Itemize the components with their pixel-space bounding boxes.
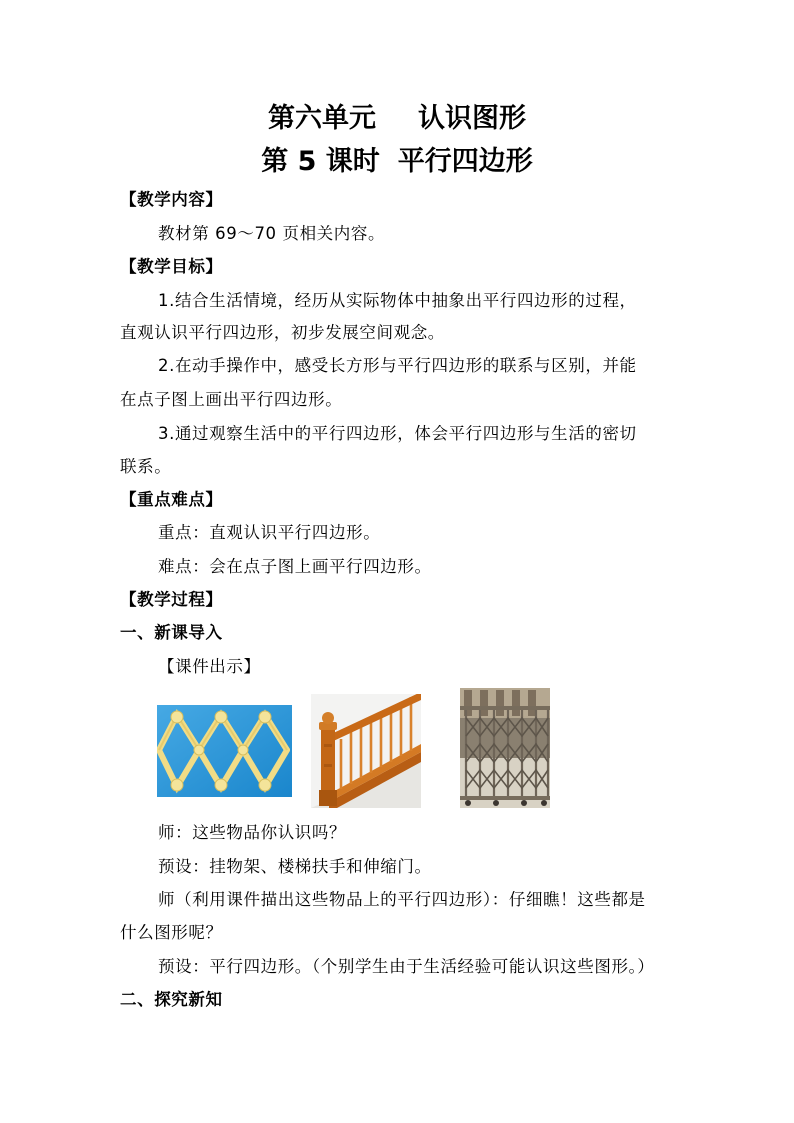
lesson-number: 第 5 课时 — [261, 146, 380, 177]
hanging-rack-image — [157, 705, 292, 797]
goal-3-line-2: 联系。 — [120, 457, 172, 476]
unit-number: 第六单元 — [268, 103, 376, 134]
hanging-rack-icon — [157, 705, 292, 797]
unit-title — [0, 102, 794, 136]
key-point: 重点：直观认识平行四边形。 — [158, 523, 381, 542]
goal-2-line-1: 2.在动手操作中，感受长方形与平行四边形的联系与区别，并能 — [158, 356, 637, 375]
process-heading: 【教学过程】 — [120, 590, 223, 609]
teacher-question-2-line-2: 什么图形呢？ — [120, 923, 223, 942]
goal-1-line-1: 1.结合生活情境，经历从实际物体中抽象出平行四边形的过程， — [158, 291, 637, 310]
stair-handrail-icon — [311, 694, 421, 808]
lesson-name: 平行四边形 — [397, 146, 533, 177]
goal-2-line-2: 在点子图上画出平行四边形。 — [120, 390, 343, 409]
retractable-gate-image — [460, 688, 550, 808]
content-text: 教材第 69～70 页相关内容。 — [158, 224, 386, 243]
courseware-label: 【课件出示】 — [158, 657, 261, 676]
goal-3-line-1: 3.通过观察生活中的平行四边形，体会平行四边形与生活的密切 — [158, 424, 637, 443]
teacher-question-2-line-1: 师（利用课件描出这些物品上的平行四边形）：仔细瞧！这些都是 — [158, 890, 646, 909]
teacher-question-1: 师：这些物品你认识吗？ — [158, 823, 347, 842]
preset-answer-2: 预设：平行四边形。（个别学生由于生活经验可能认识这些图形。） — [158, 957, 655, 976]
stair-handrail-image — [311, 694, 421, 808]
key-points-heading: 【重点难点】 — [120, 490, 223, 509]
unit-name: 认识图形 — [418, 103, 526, 134]
goal-1-line-2: 直观认识平行四边形，初步发展空间观念。 — [120, 323, 445, 342]
difficult-point: 难点：会在点子图上画平行四边形。 — [158, 557, 432, 576]
goals-heading: 【教学目标】 — [120, 257, 223, 276]
lesson-title — [0, 145, 794, 179]
retractable-gate-icon — [460, 688, 550, 808]
content-heading: 【教学内容】 — [120, 190, 223, 209]
preset-answer-1: 预设：挂物架、楼梯扶手和伸缩门。 — [158, 857, 432, 876]
part-2-heading: 二、探究新知 — [120, 990, 223, 1009]
part-1-heading: 一、新课导入 — [120, 623, 223, 642]
